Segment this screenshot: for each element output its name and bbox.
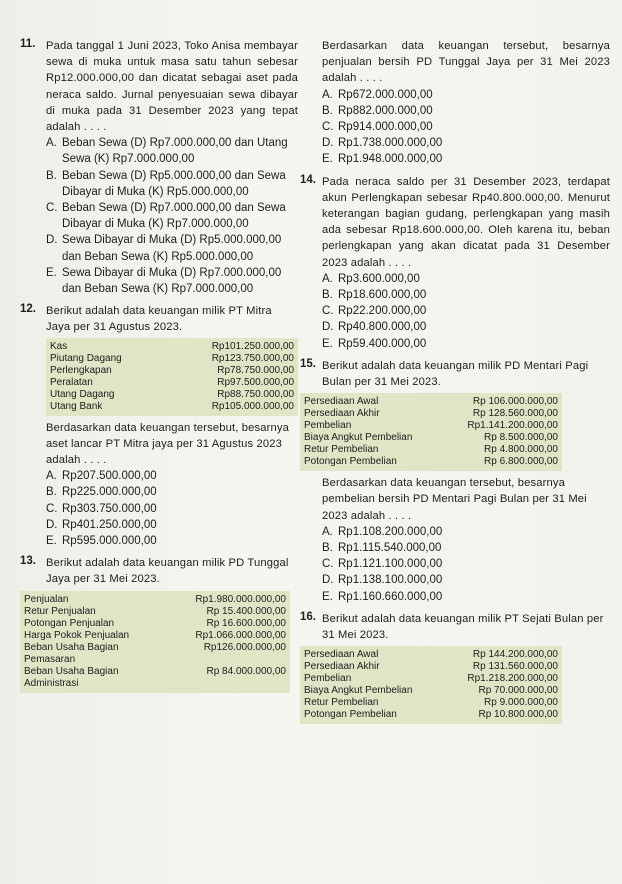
question-11	[20, 38, 298, 297]
option-text: Rp18.600.000,00	[338, 289, 427, 302]
option-d[interactable]	[322, 572, 610, 588]
table-cell-value: Rp101.250.000,00	[211, 340, 294, 352]
table-row	[24, 594, 286, 606]
table-cell-item: Potongan Pembelian	[304, 456, 397, 468]
option-b[interactable]	[322, 103, 610, 119]
option-text: Rp1.138.100.000,00	[338, 574, 443, 587]
option-e[interactable]	[46, 533, 298, 549]
question-16	[300, 611, 610, 724]
question-prompt: Berdasarkan data keuangan tersebut, besarnya aset lancar PT Mitra jaya per 31 Agustus 2023 adalah . . . .	[46, 421, 289, 467]
question-stem: Pada tanggal 1 Juni 2023, Toko Anisa membayar sewa di muka untuk masa satu tahun sebesar Rp12.000.000,00 dan dicatat sebagai aset pada neraca saldo. Jurnal penyesuaian sewa dibayar di muka pada 31 Desember 2023 yang tepat adalah . . . .	[46, 40, 298, 134]
option-label: A.	[322, 272, 333, 285]
question-stem: Pada neraca saldo per 31 Desember 2023, terdapat akun Perlengkapan sebesar Rp40.800.000,00. Menurut keterangan bagian gudang, perlengkapan yang masih ada sebesar Rp18.600.000,00. Oleh karena itu, beban perlengkapan yang akan dicatat pada 31 Desember 2023 adalah . . . .	[322, 175, 610, 269]
table-cell-item: Piutang Dagang	[50, 352, 122, 364]
option-text: Beban Sewa (D) Rp7.000.000,00 dan Sewa Dibayar di Muka (K) Rp7.000.000,00	[62, 202, 286, 231]
data-table-box	[300, 393, 562, 471]
option-e[interactable]	[322, 336, 610, 352]
option-label: B.	[46, 169, 57, 182]
option-c[interactable]	[322, 303, 610, 319]
data-table	[304, 396, 558, 468]
option-label: E.	[46, 535, 57, 548]
table-cell-item: Persediaan Akhir	[304, 661, 380, 673]
option-text: Rp672.000.000,00	[338, 88, 433, 101]
option-label: D.	[322, 321, 334, 334]
table-cell-item: Persediaan Awal	[304, 396, 379, 408]
table-cell-value: Rp88.750.000,00	[217, 388, 294, 400]
table-cell-item: Retur Penjualan	[24, 605, 96, 617]
option-label: D.	[46, 234, 58, 247]
option-b[interactable]	[46, 484, 298, 500]
table-cell-item: Peralatan	[50, 376, 93, 388]
table-row	[304, 396, 558, 408]
table-row	[304, 432, 558, 444]
option-text: Rp1.121.100.000,00	[338, 558, 443, 571]
table-row	[50, 377, 294, 389]
table-cell-item: Utang Bank	[50, 400, 103, 412]
data-table	[304, 649, 558, 721]
table-row	[304, 661, 558, 673]
options-list	[20, 468, 298, 549]
option-label: E.	[322, 590, 333, 603]
table-row	[304, 456, 558, 468]
option-text: Rp1.948.000.000,00	[338, 153, 443, 166]
option-label: D.	[46, 518, 58, 531]
option-text: Rp40.800.000,00	[338, 321, 427, 334]
table-cell-item: Retur Pembelian	[304, 444, 379, 456]
option-label: A.	[322, 525, 333, 538]
data-table-wrap	[300, 393, 610, 471]
table-cell-value: Rp123.750.000,00	[211, 352, 294, 364]
data-table	[24, 594, 286, 690]
option-e[interactable]	[322, 151, 610, 167]
option-label: D.	[322, 574, 334, 587]
table-cell-value: Rp1.141.200.000,00	[467, 420, 558, 432]
option-text: Rp207.500.000,00	[62, 470, 157, 483]
table-cell-item: Perlengkapan	[50, 364, 112, 376]
question-number: 13.	[20, 555, 36, 568]
table-cell-value: Rp 70.000.000,00	[478, 685, 558, 697]
options-list	[300, 87, 610, 168]
option-text: Rp1.108.200.000,00	[338, 525, 443, 538]
question-prompt: Berdasarkan data keuangan tersebut, besarnya pembelian bersih PD Mentari Pagi Bulan per 31 Mei 2023 adalah . . . .	[322, 477, 587, 522]
option-a[interactable]	[322, 87, 610, 103]
option-text: Rp59.400.000,00	[338, 337, 427, 350]
data-table-box	[300, 646, 562, 724]
option-c[interactable]	[46, 501, 298, 517]
table-cell-value: Rp 4.800.000,00	[484, 444, 558, 456]
option-label: A.	[46, 470, 57, 483]
question-stem: Berikut adalah data keuangan milik PD Tunggal Jaya per 31 Mei 2023.	[46, 557, 289, 586]
option-b[interactable]	[322, 287, 610, 303]
table-cell-item: Persediaan Akhir	[304, 408, 380, 420]
table-cell-value: Rp1.066.000.000,00	[195, 629, 286, 641]
table-row	[50, 365, 294, 377]
table-cell-item: Potongan Penjualan	[24, 617, 115, 629]
question-12	[20, 303, 298, 549]
option-text: Rp3.600.000,00	[338, 272, 420, 285]
table-cell-value: Rp1.980.000.000,00	[195, 593, 286, 605]
question-prompt: Berdasarkan data keuangan tersebut, besarnya penjualan bersih PD Tunggal Jaya per 31 Mei 2023 adalah . . . .	[322, 40, 610, 85]
option-text: Rp225.000.000,00	[62, 486, 157, 499]
option-d[interactable]	[46, 517, 298, 533]
table-cell-item: Harga Pokok Penjualan	[24, 629, 130, 641]
option-label: C.	[322, 558, 334, 571]
option-e[interactable]	[46, 265, 298, 297]
table-cell-value: Rp 131.560.000,00	[472, 661, 558, 673]
data-table	[50, 341, 294, 413]
option-text: Rp1.115.540.000,00	[338, 542, 442, 555]
option-text: Sewa Dibayar di Muka (D) Rp7.000.000,00 dan Beban Sewa (K) Rp7.000.000,00	[62, 266, 282, 296]
data-table-box	[20, 591, 290, 693]
table-cell-value: Rp78.750.000,00	[217, 364, 294, 376]
table-row	[304, 444, 558, 456]
question-number: 11.	[20, 38, 36, 50]
table-cell-value: Rp 144.200.000,00	[472, 649, 558, 661]
option-a[interactable]	[322, 271, 610, 287]
table-cell-value: Rp 16.600.000,00	[206, 617, 286, 629]
question-number: 14.	[300, 173, 316, 186]
table-cell-item: Biaya Angkut Pembelian	[304, 432, 413, 444]
table-cell-item: Potongan Pembelian	[304, 709, 397, 721]
table-cell-item: Pembelian	[304, 673, 352, 685]
option-b[interactable]	[322, 540, 610, 556]
question-number: 16.	[300, 610, 316, 623]
option-text: Rp595.000.000,00	[62, 535, 157, 548]
table-row	[304, 649, 558, 661]
option-label: B.	[322, 542, 333, 555]
table-row	[304, 685, 558, 697]
left-column	[20, 38, 298, 693]
table-cell-value: Rp 9.000.000,00	[484, 697, 558, 709]
option-text: Rp882.000.000,00	[338, 104, 433, 117]
table-row	[304, 420, 558, 432]
table-cell-value: Rp 6.800.000,00	[484, 456, 558, 468]
question-13	[20, 555, 298, 692]
option-text: Rp1.160.660.000,00	[338, 590, 443, 603]
option-label: B.	[322, 104, 333, 117]
option-text: Rp1.738.000.000,00	[338, 137, 443, 150]
option-text: Rp401.250.000,00	[62, 518, 157, 531]
option-d[interactable]	[46, 232, 298, 264]
option-a[interactable]	[46, 468, 298, 484]
question-number: 12.	[20, 303, 36, 316]
table-row	[50, 353, 294, 365]
question-15	[300, 358, 610, 605]
table-row	[24, 618, 286, 630]
data-table-wrap	[20, 338, 298, 416]
table-cell-value: Rp105.000.000,00	[211, 400, 294, 412]
option-label: A.	[322, 88, 333, 101]
table-cell-item: Retur Pembelian	[304, 697, 379, 709]
table-row	[304, 408, 558, 420]
option-a[interactable]	[46, 135, 298, 167]
table-cell-value: Rp 10.800.000,00	[478, 709, 558, 721]
option-text: Sewa Dibayar di Muka (D) Rp5.000.000,00 dan Beban Sewa (K) Rp5.000.000,00	[62, 234, 282, 263]
option-c[interactable]	[322, 119, 610, 135]
table-cell-value: Rp 84.000.000,00	[206, 665, 286, 677]
option-text: Rp22.200.000,00	[338, 305, 427, 318]
table-cell-item: Penjualan	[24, 593, 69, 605]
data-table-wrap	[20, 591, 298, 693]
table-row	[24, 642, 286, 666]
option-label: E.	[322, 337, 333, 350]
question-stem: Berikut adalah data keuangan milik PD Mentari Pagi Bulan per 31 Mei 2023.	[322, 359, 589, 389]
option-d[interactable]	[322, 319, 610, 335]
option-label: C.	[46, 202, 58, 215]
option-e[interactable]	[322, 589, 610, 605]
options-list	[20, 135, 298, 297]
table-cell-value: Rp 15.400.000,00	[206, 605, 286, 617]
option-label: D.	[322, 137, 334, 150]
option-label: B.	[322, 289, 333, 302]
table-cell-value: Rp 8.500.000,00	[484, 432, 558, 444]
table-cell-item: Beban Usaha Bagian Pemasaran	[24, 641, 119, 665]
question-14	[300, 174, 610, 352]
table-cell-value: Rp 128.560.000,00	[472, 408, 558, 420]
option-label: B.	[46, 486, 57, 499]
data-table-wrap	[300, 646, 610, 724]
option-c[interactable]	[322, 556, 610, 572]
table-cell-value: Rp 106.000.000,00	[472, 396, 558, 408]
table-cell-item: Persediaan Awal	[304, 649, 379, 661]
table-row	[50, 341, 294, 353]
option-text: Beban Sewa (D) Rp7.000.000,00 dan Utang Sewa (K) Rp7.000.000,00	[62, 137, 288, 166]
table-row	[24, 630, 286, 642]
option-b[interactable]	[46, 168, 298, 200]
table-row	[24, 606, 286, 618]
options-list	[300, 271, 610, 352]
options-list	[300, 524, 610, 605]
table-row	[304, 673, 558, 685]
table-cell-item: Utang Dagang	[50, 388, 115, 400]
question-number: 15.	[300, 357, 316, 370]
table-cell-item: Biaya Angkut Pembelian	[304, 685, 413, 697]
option-a[interactable]	[322, 524, 610, 540]
table-row	[304, 697, 558, 709]
option-c[interactable]	[46, 200, 298, 232]
option-label: A.	[46, 137, 57, 150]
table-row	[50, 401, 294, 413]
table-row	[24, 666, 286, 690]
question-stem: Berikut adalah data keuangan milik PT Sejati Bulan per 31 Mei 2023.	[322, 612, 604, 642]
option-text: Rp914.000.000,00	[338, 121, 433, 134]
option-text: Beban Sewa (D) Rp5.000.000,00 dan Sewa Dibayar di Muka (K) Rp5.000.000,00	[62, 169, 286, 198]
right-column	[300, 38, 610, 724]
data-table-box	[46, 338, 298, 416]
option-label: C.	[322, 305, 334, 318]
table-cell-item: Pembelian	[304, 420, 352, 432]
table-cell-item: Beban Usaha Bagian Administrasi	[24, 665, 119, 689]
table-cell-item: Kas	[50, 340, 68, 352]
option-label: E.	[322, 153, 333, 166]
question-13-continued	[300, 38, 610, 168]
option-label: C.	[46, 502, 58, 515]
table-cell-value: Rp97.500.000,00	[217, 376, 294, 388]
option-label: E.	[46, 266, 57, 279]
table-cell-value: Rp126.000.000,00	[203, 641, 286, 653]
table-row	[50, 389, 294, 401]
table-row	[304, 709, 558, 721]
table-cell-value: Rp1.218.200.000,00	[467, 673, 558, 685]
option-text: Rp303.750.000,00	[62, 502, 157, 515]
option-label: C.	[322, 121, 334, 134]
question-stem: Berikut adalah data keuangan milik PT Mitra Jaya per 31 Agustus 2023.	[46, 305, 272, 334]
option-d[interactable]	[322, 135, 610, 151]
